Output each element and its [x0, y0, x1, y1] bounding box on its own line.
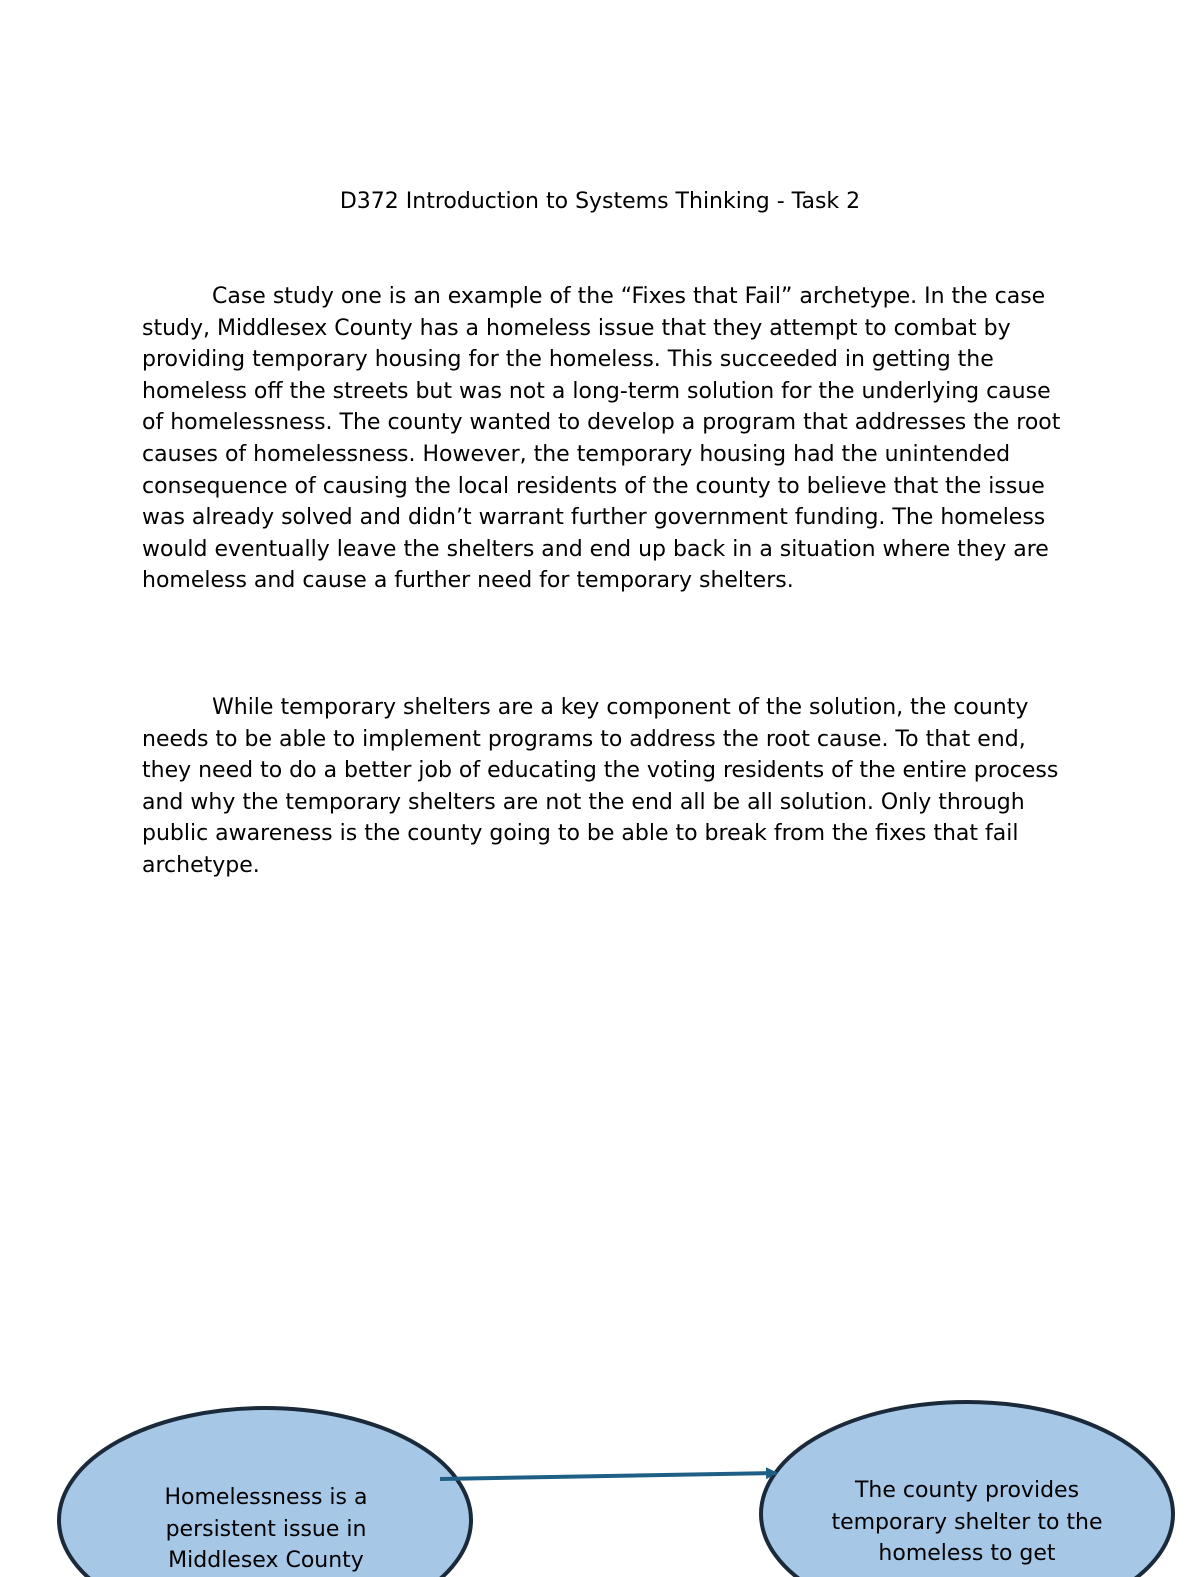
document-title: D372 Introduction to Systems Thinking - Task 2	[339, 189, 861, 214]
fixes-that-fail-diagram	[0, 1380, 1200, 1573]
paragraph-2: While temporary shelters are a key component of the solution, the county needs to be able to implement programs to address the root cause. To that end, they need to do a better job of educating the voting residents of the entire process and why the temporary shelters are not the end all be all solution. Only through public awareness is the county going to be able to break from the fixes that fail archetype.	[142, 695, 1059, 878]
paragraph-1: Case study one is an example of the “Fixes that Fail” archetype. In the case study, Middlesex County has a homeless issue that they attempt to combat by providing temporary housing for the homeless. This succeeded in getting the homeless off the streets but was not a long-term solution for the underlying cause of homelessness. The county wanted to develop a program that addresses the root causes of homelessness. However, the temporary housing had the unintended consequence of causing the local residents of the county to believe that the issue was already solved and didn’t warrant further government funding. The homeless would eventually leave the shelters and end up back in a situation where they are homeless and cause a further need for temporary shelters.	[142, 284, 1061, 594]
problem-to-fix-arrow	[440, 1473, 776, 1479]
problem-node-label: Homelessness is a persistent issue in Middlesex County	[164, 1485, 368, 1573]
fix-node-label: The county provides temporary shelter to the homeless to get	[831, 1478, 1103, 1566]
